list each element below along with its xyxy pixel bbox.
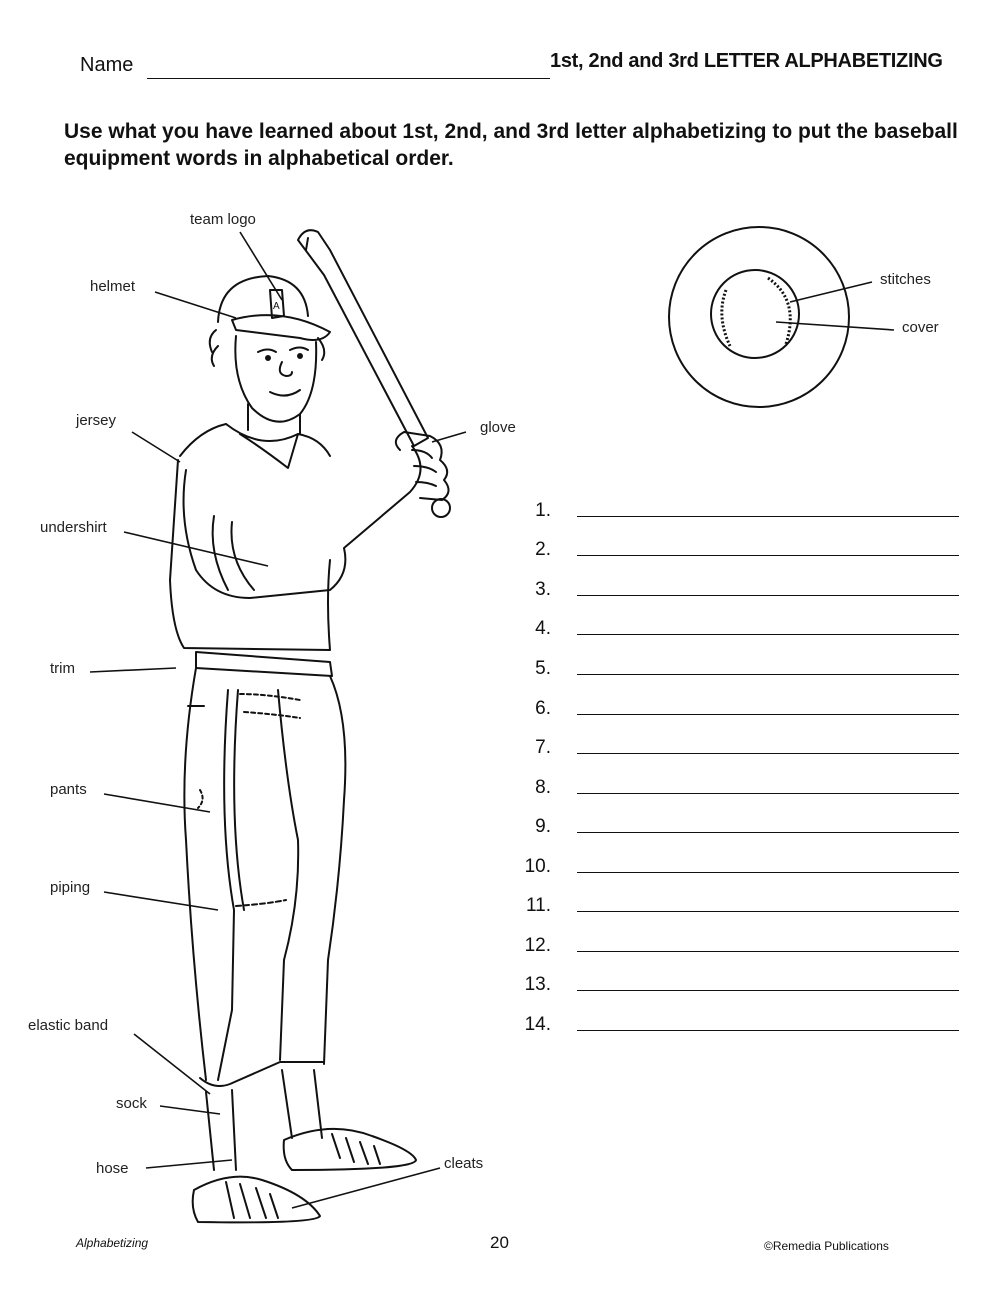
name-label: Name <box>80 54 134 76</box>
label-hose: hose <box>96 1160 129 1177</box>
label-sock: sock <box>116 1095 147 1112</box>
answer-number: 6. <box>535 698 551 719</box>
answer-line-3[interactable] <box>577 595 959 596</box>
label-cover: cover <box>902 319 939 336</box>
svg-text:A: A <box>273 301 280 312</box>
answer-number: 10. <box>524 856 551 877</box>
answer-number: 7. <box>535 737 551 758</box>
answer-line-7[interactable] <box>577 753 959 754</box>
answer-number: 9. <box>535 816 551 837</box>
waist-band <box>196 652 332 676</box>
answer-line-14[interactable] <box>577 1030 959 1031</box>
label-piping: piping <box>50 879 91 896</box>
footer-publisher: ©Remedia Publications <box>764 1239 889 1253</box>
label-elastic-band: elastic band <box>28 1017 109 1034</box>
answer-line-1[interactable] <box>577 516 959 517</box>
answer-line-12[interactable] <box>577 951 959 952</box>
label-trim: trim <box>50 660 75 677</box>
answer-number: 3. <box>535 579 551 600</box>
answer-line-4[interactable] <box>577 634 959 635</box>
label-pants: pants <box>50 781 87 798</box>
answer-line-6[interactable] <box>577 714 959 715</box>
answer-number: 4. <box>535 618 551 639</box>
answer-number: 12. <box>524 935 551 956</box>
label-undershirt: undershirt <box>40 519 107 536</box>
answer-line-11[interactable] <box>577 911 959 912</box>
baseball-diagram <box>669 227 894 407</box>
label-helmet: helmet <box>90 278 136 295</box>
answer-line-10[interactable] <box>577 872 959 873</box>
answer-number: 8. <box>535 777 551 798</box>
label-glove: glove <box>480 419 516 436</box>
footer-section-name: Alphabetizing <box>76 1236 149 1250</box>
answer-number: 5. <box>535 658 551 679</box>
answer-number: 2. <box>535 539 551 560</box>
answer-number: 13. <box>524 974 551 995</box>
label-jersey: jersey <box>76 412 117 429</box>
answer-line-5[interactable] <box>577 674 959 675</box>
answer-line-8[interactable] <box>577 793 959 794</box>
instructions: Use what you have learned about 1st, 2nd, and 3rd letter alphabetizing to put the baseball equipment words in alphabetical order. <box>64 120 958 170</box>
answer-line-2[interactable] <box>577 555 959 556</box>
answer-line-13[interactable] <box>577 990 959 991</box>
worksheet-title: 1st, 2nd and 3rd LETTER ALPHABETIZING <box>550 50 943 72</box>
answer-line-9[interactable] <box>577 832 959 833</box>
answer-number: 1. <box>535 500 551 521</box>
label-team-logo: team logo <box>190 211 256 228</box>
label-cleats: cleats <box>444 1155 484 1172</box>
page-number: 20 <box>490 1233 509 1252</box>
answer-number: 14. <box>524 1014 551 1035</box>
label-stitches: stitches <box>880 271 931 288</box>
answer-number: 11. <box>525 895 551 916</box>
